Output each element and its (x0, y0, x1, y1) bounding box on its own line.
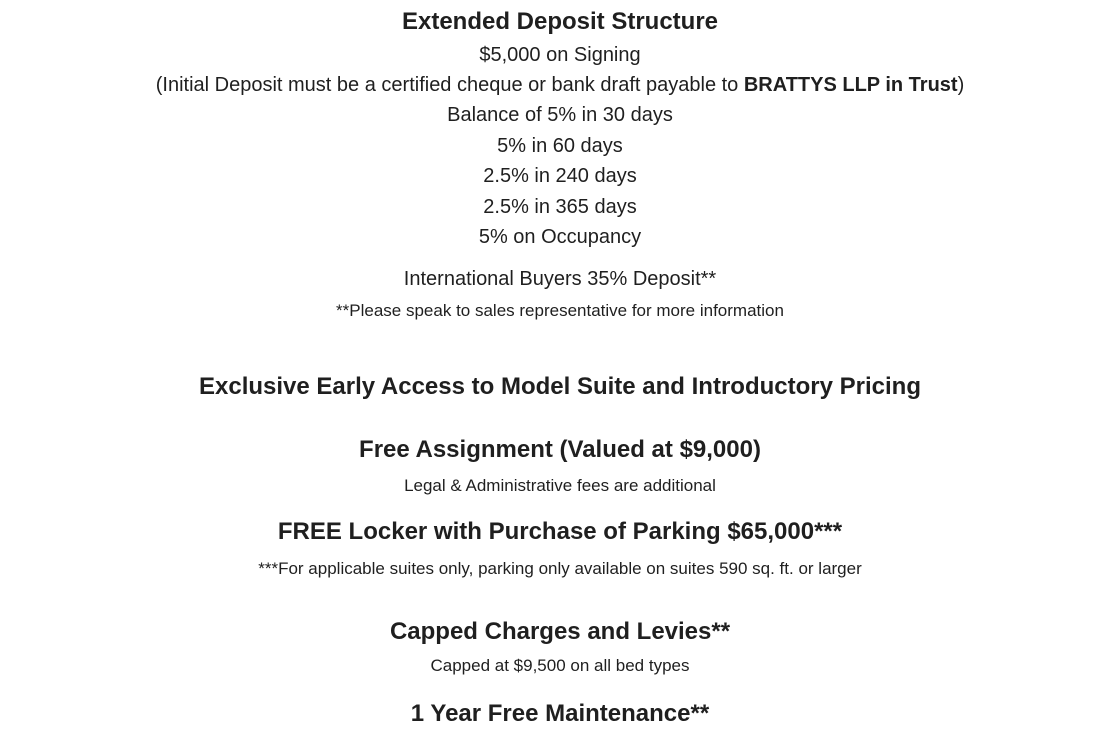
initial-note-prefix: (Initial Deposit must be a certified cheque or bank draft payable to (155, 74, 744, 96)
deposit-signing: $5,000 on Signing (479, 44, 641, 66)
levies-title: Capped Charges and Levies** (389, 618, 731, 645)
schedule-item: 5% in 60 days (497, 135, 623, 157)
initial-note-payee: BRATTYS LLP in Trust (743, 74, 958, 96)
early-access-title: Exclusive Early Access to Model Suite and Introductory Pricing (199, 373, 921, 400)
international-buyers: International Buyers 35% Deposit** (403, 268, 717, 290)
initial-note-suffix: ) (957, 74, 965, 96)
schedule-item: 2.5% in 365 days (483, 196, 637, 218)
locker-title: FREE Locker with Purchase of Parking $65,000*** (277, 518, 843, 545)
deposit-structure-title: Extended Deposit Structure (401, 8, 719, 35)
schedule-item: Balance of 5% in 30 days (447, 104, 673, 126)
levies-note: Capped at $9,500 on all bed types (430, 656, 690, 675)
schedule-item: 2.5% in 240 days (483, 165, 637, 187)
assignment-note: Legal & Administrative fees are additional (404, 476, 716, 495)
initial-deposit-note (0, 74, 1120, 97)
international-note: **Please speak to sales representative for more information (336, 301, 784, 320)
schedule-item: 5% on Occupancy (478, 226, 642, 248)
locker-note: ***For applicable suites only, parking only available on suites 590 sq. ft. or larger (258, 559, 862, 578)
assignment-title: Free Assignment (Valued at $9,000) (359, 436, 761, 463)
maintenance-title: 1 Year Free Maintenance** (410, 700, 710, 727)
